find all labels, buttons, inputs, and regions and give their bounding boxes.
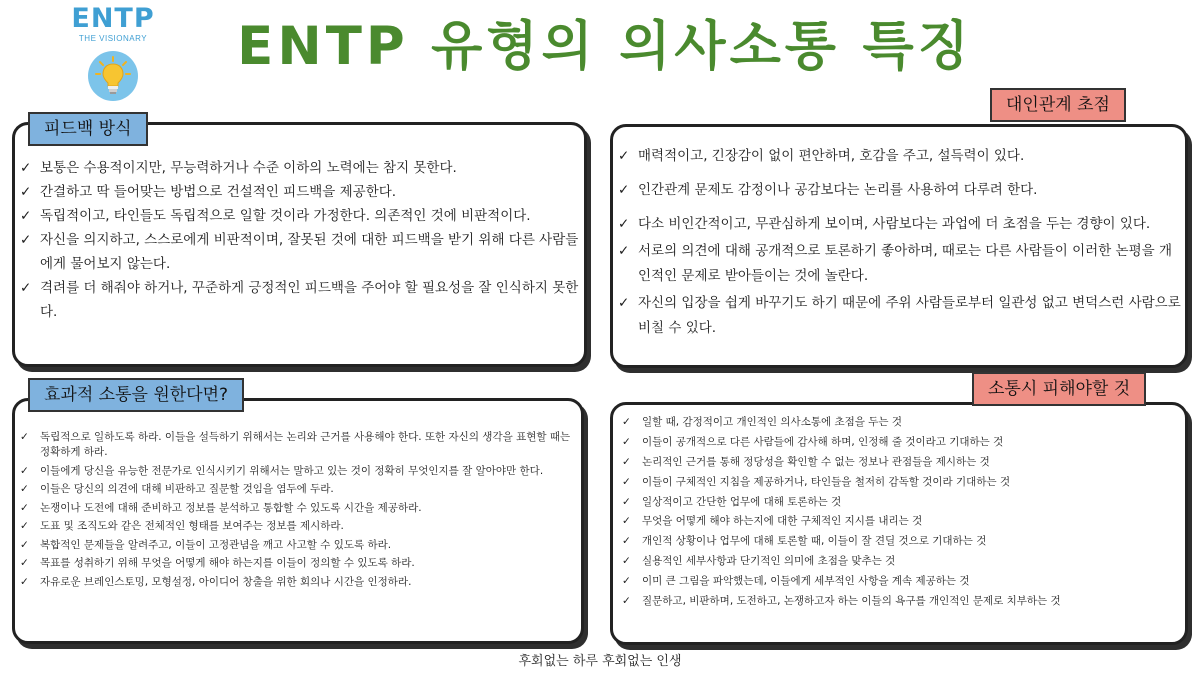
check-icon: ✓: [20, 557, 29, 570]
list-item: [20, 156, 582, 180]
list-item: [20, 482, 580, 497]
check-icon: ✓: [622, 455, 631, 468]
check-icon: ✓: [622, 416, 631, 428]
list-item: [622, 573, 1182, 589]
list-item-text: 일할 때, 감정적이고 개인적인 의사소통에 초점을 두는 것: [642, 416, 902, 428]
check-icon: ✓: [20, 538, 29, 551]
logo: [58, 4, 168, 100]
check-icon: ✓: [618, 243, 630, 259]
footer-text: 후회없는 하루 후회없는 인생: [518, 654, 682, 669]
list-item-text: 인간관계 문제도 감정이나 공감보다는 논리를 사용하여 다루려 한다.: [638, 182, 1038, 198]
logo-subtitle: THE VISIONARY: [78, 34, 148, 43]
check-icon: ✓: [622, 535, 631, 548]
check-icon: ✓: [622, 575, 631, 588]
list-item: [20, 575, 580, 590]
check-icon: ✓: [20, 280, 32, 296]
list-item-text: 이들에게 당신을 유능한 전문가로 인식시키기 위해서는 말하고 있는 것이 정확히 무엇인지를 잘 알아야만 한다.: [40, 464, 544, 477]
list-item-text: 실용적인 세부사항과 단기적인 의미에 초점을 맞추는 것: [642, 555, 896, 568]
list-item: [20, 556, 580, 571]
list-item-text: 이들이 공개적으로 다른 사람들에 감사해 하며, 인정해 줄 것이라고 기대하는 것: [642, 435, 1004, 448]
list-item: [622, 593, 1182, 609]
list-item-text: 보통은 수용적이지만, 무능력하거나 수준 이하의 노력에는 참지 못한다.: [40, 160, 457, 176]
logo-title: ENTP: [71, 3, 155, 34]
list-item: [20, 501, 580, 516]
check-icon: ✓: [618, 295, 630, 311]
check-icon: ✓: [20, 483, 29, 496]
list-item-text: 다소 비인간적이고, 무관심하게 보이며, 사람보다는 과업에 더 초점을 두는 경향이 있다.: [638, 216, 1151, 232]
list-item-text: 도표 및 조직도와 같은 전체적인 형태를 보여주는 정보를 제시하라.: [40, 520, 344, 533]
check-icon: ✓: [20, 520, 29, 533]
list-item: [618, 212, 1184, 237]
list-item: [20, 464, 580, 479]
list-item: [20, 538, 580, 553]
check-icon: ✓: [622, 475, 631, 488]
list-item: [622, 434, 1182, 450]
list-item: [622, 533, 1182, 549]
check-icon: ✓: [20, 575, 29, 588]
avoid-tag: [972, 372, 1146, 406]
list-item-text: 간결하고 딱 들어맞는 방법으로 건설적인 피드백을 제공한다.: [40, 184, 397, 200]
check-icon: ✓: [622, 495, 631, 508]
list-item: [618, 178, 1184, 203]
list-item: [618, 291, 1184, 341]
list-item-text: 이미 큰 그림을 파악했는데, 이들에게 세부적인 사항을 계속 제공하는 것: [642, 575, 970, 588]
list-item-text: 격려를 더 해줘야 하거나, 꾸준하게 긍정적인 피드백을 주어야 할 필요성을 잘 인식하지 못한다.: [40, 280, 579, 320]
list-item-text: 자신의 입장을 쉽게 바꾸기도 하기 때문에 주위 사람들로부터 일관성 없고 변덕스런 사람으로 비칠 수 있다.: [638, 295, 1181, 336]
check-icon: ✓: [20, 160, 32, 176]
list-item-text: 독립적으로 일하도록 하라. 이들을 설득하기 위해서는 논리와 근거를 사용해야 한다. 또한 자신의 생각을 표현할 때는 정확하게 하라.: [40, 431, 571, 459]
list-item-text: 논리적인 근거를 통해 정당성을 확인할 수 없는 정보나 관점들을 제시하는 것: [642, 455, 990, 468]
list-item-text: 복합적인 문제들을 알려주고, 이들이 고정관념을 깨고 사고할 수 있도록 하라.: [40, 538, 392, 551]
list-item-text: 질문하고, 비판하며, 도전하고, 논쟁하고자 하는 이들의 욕구를 개인적인 문제로 치부하는 것: [642, 595, 1061, 608]
check-icon: ✓: [20, 464, 29, 477]
page-title: ENTP 유형의 의사소통 특징: [237, 16, 973, 77]
effective-tag-label: 효과적 소통을 원한다면?: [44, 385, 229, 405]
check-icon: ✓: [20, 431, 29, 443]
list-item-text: 자유로운 브레인스토밍, 모형설정, 아이디어 창출을 위한 회의나 시간을 인정하라.: [40, 575, 412, 588]
check-icon: ✓: [20, 184, 32, 200]
relations-list: [618, 144, 1184, 350]
feedback-tag: [28, 112, 148, 146]
check-icon: ✓: [618, 182, 630, 198]
list-item-text: 매력적이고, 긴장감이 없이 편안하며, 호감을 주고, 설득력이 있다.: [638, 148, 1025, 164]
list-item: [20, 430, 580, 461]
list-item: [618, 144, 1184, 169]
list-item: [20, 276, 582, 324]
list-item-text: 일상적이고 간단한 업무에 대해 토론하는 것: [642, 495, 842, 508]
lightbulb-icon: [87, 50, 139, 102]
relations-tag-label: 대인관계 초점: [1006, 95, 1110, 115]
list-item: [622, 474, 1182, 490]
avoid-list: [622, 414, 1182, 613]
check-icon: ✓: [622, 515, 631, 528]
feedback-tag-label: 피드백 방식: [44, 119, 132, 139]
check-icon: ✓: [618, 216, 630, 232]
list-item: [20, 519, 580, 534]
check-icon: ✓: [618, 148, 630, 164]
relations-tag: [990, 88, 1126, 122]
list-item-text: 이들은 당신의 의견에 대해 비판하고 질문할 것임을 염두에 두라.: [40, 483, 334, 496]
list-item: [622, 454, 1182, 470]
list-item: [618, 239, 1184, 289]
list-item: [20, 228, 582, 276]
list-item-text: 자신을 의지하고, 스스로에게 비판적이며, 잘못된 것에 대한 피드백을 받기 위해 다른 사람들에게 물어보지 않는다.: [40, 232, 579, 272]
check-icon: ✓: [622, 435, 631, 448]
effective-list: [20, 430, 580, 593]
list-item-text: 논쟁이나 도전에 대해 준비하고 정보를 분석하고 통합할 수 있도록 시간을 제공하라.: [40, 501, 422, 514]
feedback-list: [20, 156, 582, 324]
list-item: [622, 513, 1182, 529]
check-icon: ✓: [20, 208, 32, 224]
list-item-text: 목표를 성취하기 위해 무엇을 어떻게 해야 하는지를 이들이 정의할 수 있도록 하라.: [40, 557, 415, 570]
list-item-text: 독립적이고, 타인들도 독립적으로 일할 것이라 가정한다. 의존적인 것에 비판적이다.: [40, 208, 531, 224]
list-item-text: 무엇을 어떻게 해야 하는지에 대한 구체적인 지시를 내리는 것: [642, 515, 923, 528]
list-item: [20, 180, 582, 204]
effective-tag: [28, 378, 244, 412]
list-item: [20, 204, 582, 228]
list-item: [622, 494, 1182, 510]
list-item-text: 서로의 의견에 대해 공개적으로 토론하기 좋아하며, 때로는 다른 사람들이 이러한 논평을 개인적인 문제로 받아들이는 것에 놀란다.: [638, 243, 1173, 284]
list-item: [622, 553, 1182, 569]
avoid-tag-label: 소통시 피해야할 것: [988, 379, 1131, 399]
list-item-text: 이들이 구체적인 지침을 제공하거나, 타인들을 철저히 감독할 것이라 기대하는 것: [642, 475, 1011, 488]
check-icon: ✓: [20, 501, 29, 514]
check-icon: ✓: [622, 555, 631, 568]
list-item-text: 개인적 상황이나 업무에 대해 토론할 때, 이들이 잘 견딜 것으로 기대하는 것: [642, 535, 987, 548]
check-icon: ✓: [622, 595, 631, 608]
list-item: [622, 414, 1182, 430]
check-icon: ✓: [20, 232, 32, 248]
